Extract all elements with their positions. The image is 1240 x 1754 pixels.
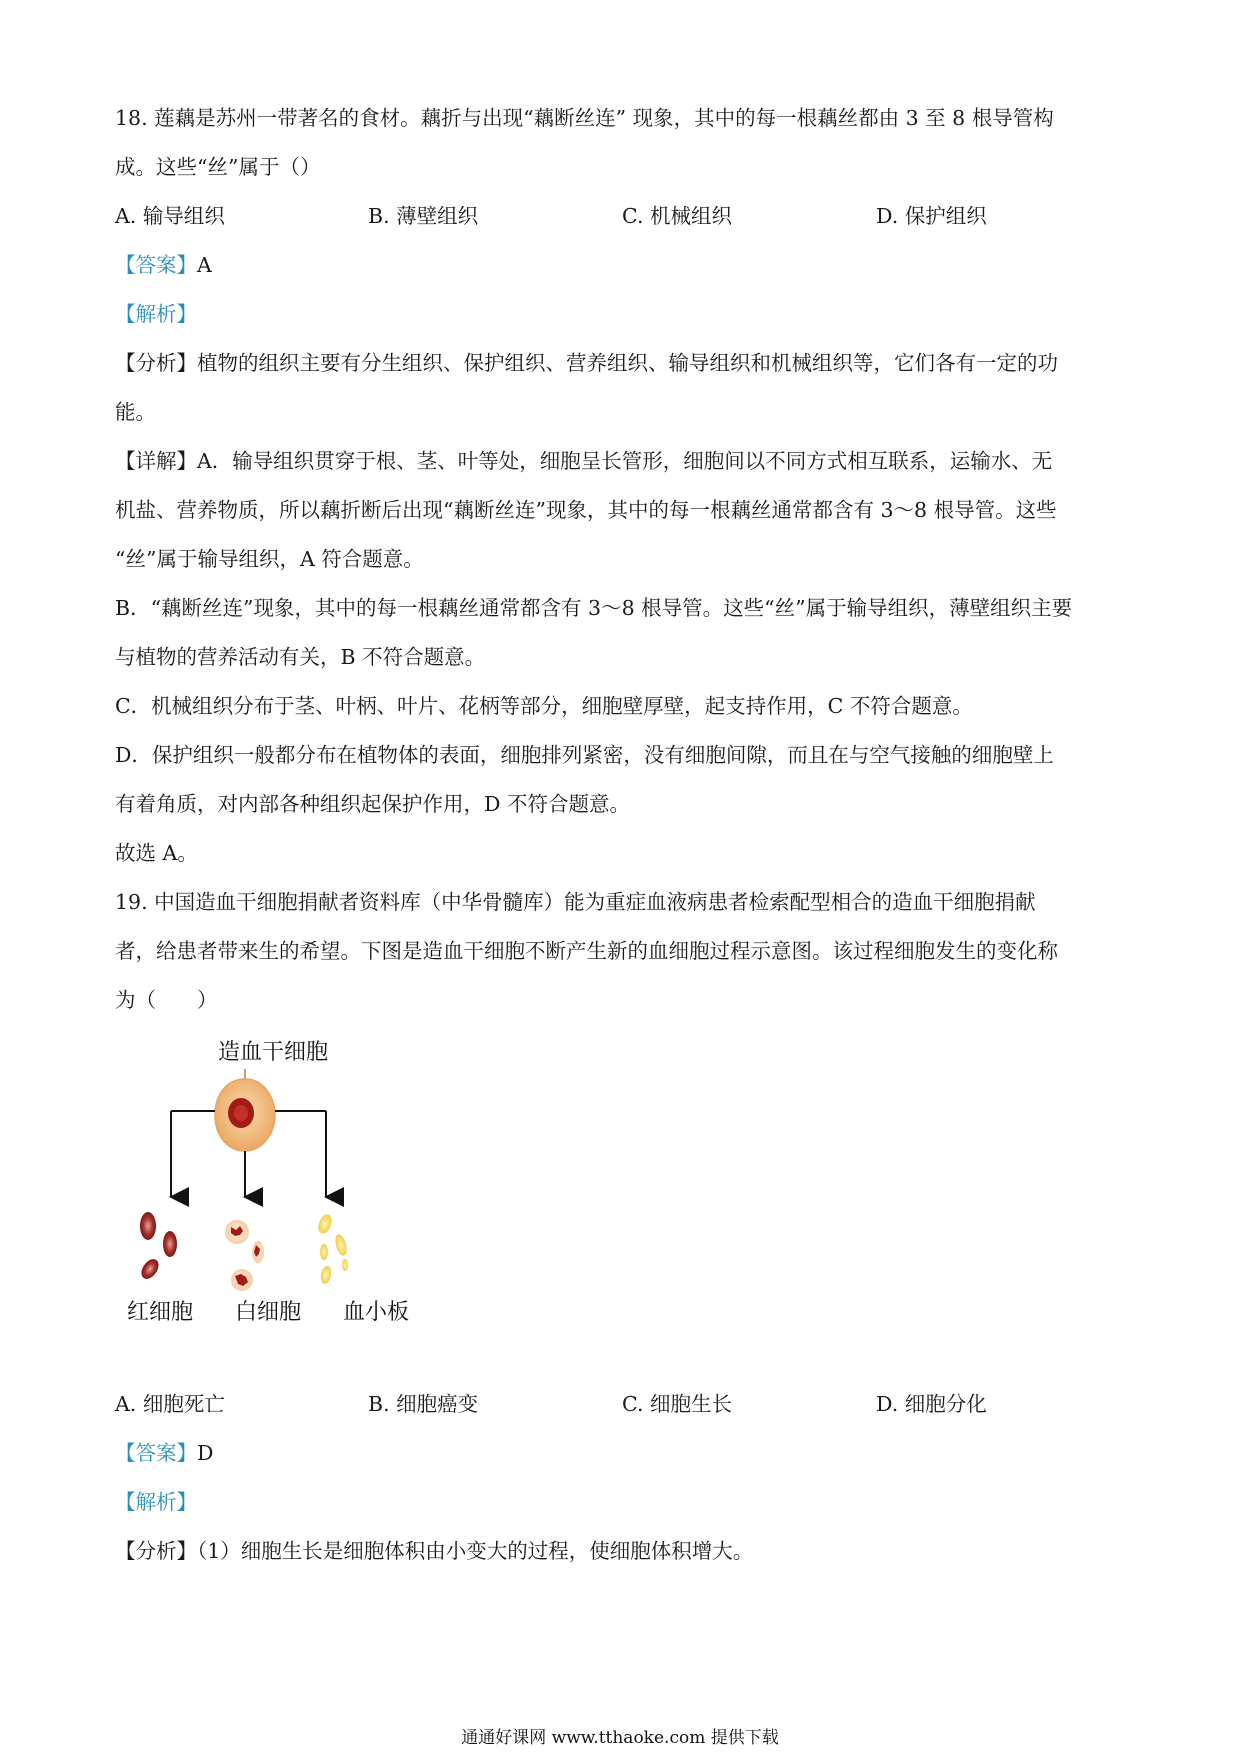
stem-cell (215, 1069, 275, 1151)
hematopoiesis-diagram (115, 1069, 435, 1329)
q18-option-a: A. 输导组织 (115, 204, 225, 228)
platelets (316, 1213, 349, 1285)
q18-analysis-tag: 【解析】 (115, 302, 197, 326)
q19-option-c: C. 细胞生长 (622, 1392, 732, 1416)
q18-fenxi-text: 植物的组织主要有分生组织、保护组织、营养组织、输导组织和机械组织等，它们各有一定的功 (197, 351, 1058, 375)
q19-stem-line2: 者，给患者带来生的希望。下图是造血干细胞不断产生新的血细胞过程示意图。该过程细胞发生的变化称 (115, 939, 1058, 963)
q18-option-b: B. 薄壁组织 (368, 204, 479, 228)
white-blood-cell-label: 白细胞 (235, 1300, 302, 1325)
q18-detail-line3: “丝”属于输导组织，A 符合题意。 (115, 547, 424, 571)
q18-detail-text: A．输导组织贯穿于根、茎、叶等处，细胞呈长管形，细胞间以不同方式相互联系，运输水、无 (197, 449, 1053, 473)
stem-cell-label: 造血干细胞 (218, 1040, 329, 1065)
q18-fenxi-line1 (115, 348, 1058, 378)
q19-fenxi-text: （1）细胞生长是细胞体积由小变大的过程，使细胞体积增大。 (197, 1539, 754, 1563)
q19-stem-line3: 为（ ） (115, 988, 218, 1012)
q18-stem-line2: 成。这些“丝”属于（） (115, 155, 321, 179)
red-blood-cells (138, 1212, 177, 1282)
q19-answer-value: D (197, 1441, 214, 1465)
q19-option-b: B. 细胞癌变 (368, 1392, 479, 1416)
q18-answer-tag: 【答案】 (115, 253, 197, 277)
q19-fenxi-tag: 【分析】 (115, 1539, 197, 1563)
red-blood-cell-label: 红细胞 (127, 1300, 194, 1325)
q18-option-c: C. 机械组织 (622, 204, 732, 228)
platelet-label: 血小板 (343, 1300, 410, 1325)
q18-detail-line1 (115, 446, 1052, 476)
q19-fenxi-line1 (115, 1536, 753, 1566)
q18-b-line1: B．“藕断丝连”现象，其中的每一根藕丝通常都含有 3～8 根导管。这些“丝”属于输导组织，薄壁组织主要 (115, 596, 1073, 620)
q18-d-line1: D．保护组织一般都分布在植物体的表面，细胞排列紧密，没有细胞间隙，而且在与空气接触的细胞壁上 (115, 743, 1054, 767)
q18-detail-tag: 【详解】 (115, 449, 197, 473)
q18-fenxi-tag: 【分析】 (115, 351, 197, 375)
page-footer: 通通好课网 www.tthaoke.com 提供下载 (461, 1728, 779, 1748)
q19-analysis-tag: 【解析】 (115, 1490, 197, 1514)
q19-answer (115, 1438, 213, 1468)
white-blood-cells (225, 1220, 264, 1291)
q18-conclusion: 故选 A。 (115, 841, 198, 865)
q19-option-d: D. 细胞分化 (876, 1392, 987, 1416)
q19-answer-tag: 【答案】 (115, 1441, 197, 1465)
q18-b-line2: 与植物的营养活动有关，B 不符合题意。 (115, 645, 486, 669)
q18-answer-value: A (197, 253, 212, 277)
q18-detail-line2: 机盐、营养物质，所以藕折断后出现“藕断丝连”现象，其中的每一根藕丝通常都含有 3～8 根导管。这些 (115, 498, 1057, 522)
q19-option-a: A. 细胞死亡 (115, 1392, 225, 1416)
hematopoiesis-figure (115, 1035, 435, 1365)
q18-option-d: D. 保护组织 (876, 204, 987, 228)
q18-d-line2: 有着角质，对内部各种组织起保护作用，D 不符合题意。 (115, 792, 630, 816)
q19-stem-line1: 19. 中国造血干细胞捐献者资料库（中华骨髓库）能为重症血液病患者检索配型相合的造血干细胞捐献 (115, 890, 1036, 914)
q18-stem-line1: 18. 莲藕是苏州一带著名的食材。藕折与出现“藕断丝连” 现象，其中的每一根藕丝都由 3 至 8 根导管构 (115, 106, 1054, 130)
q18-answer (115, 250, 212, 280)
q18-fenxi-line2: 能。 (115, 400, 156, 424)
q18-c-line1: C．机械组织分布于茎、叶柄、叶片、花柄等部分，细胞壁厚壁，起支持作用，C 不符合题意。 (115, 694, 973, 718)
